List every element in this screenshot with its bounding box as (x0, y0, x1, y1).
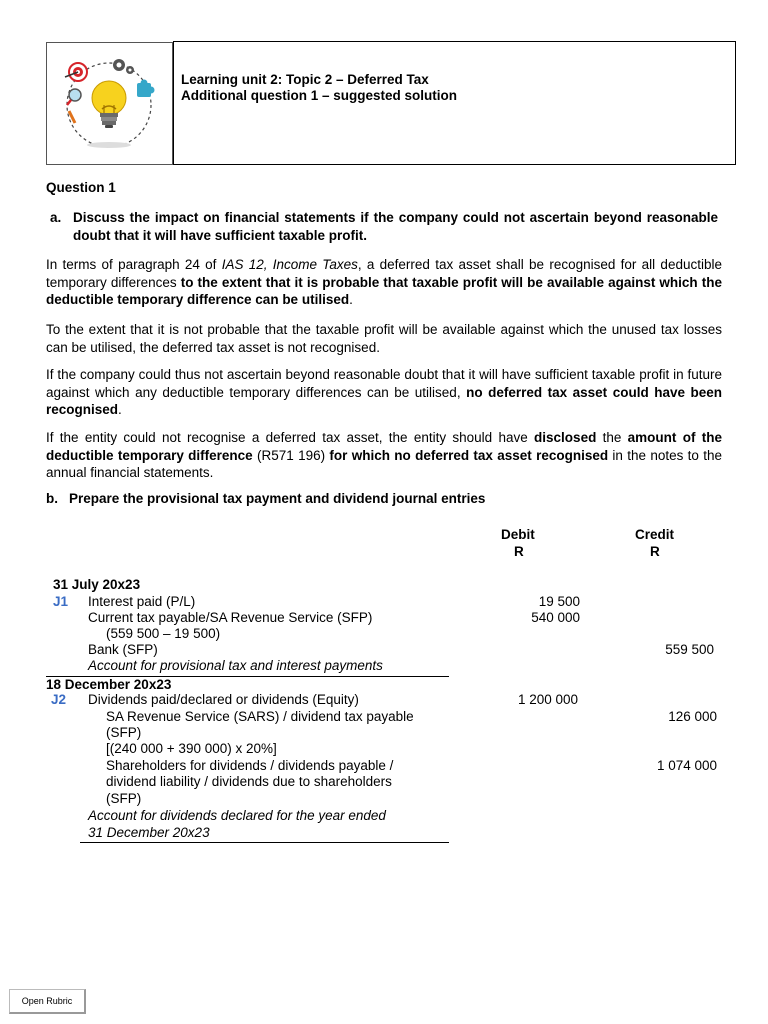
j1-interest-debit: 19 500 (538, 594, 580, 609)
j2-dividends-debit: 1 200 000 (517, 692, 578, 707)
topic-logo (46, 42, 173, 165)
j2-narration: Account for dividends declared for the year ended (88, 808, 386, 823)
part-a-question: Discuss the impact on financial statements if the company could not ascertain beyond reasonable doubt that it will have sufficient taxable profit. (73, 210, 718, 243)
standard-name: IAS 12, Income Taxes (221, 257, 358, 272)
j2-sars-credit: 126 000 (668, 709, 717, 724)
j2-shareholders-account-cont: dividend liability / dividends due to shareholders (106, 774, 392, 789)
j2-shareholders-account: Shareholders for dividends / dividends payable / (106, 758, 394, 773)
open-rubric-button[interactable]: Open Rubric (9, 989, 86, 1014)
debit-currency: R (514, 544, 524, 559)
credit-header: Credit (635, 527, 675, 542)
j2-shareholders-credit: 1 074 000 (656, 758, 717, 773)
gears-icon (113, 59, 134, 74)
j1-tax-debit: 540 000 (531, 610, 580, 625)
j1-bank-credit: 559 500 (665, 642, 714, 657)
j1-bank-account: Bank (SFP) (88, 642, 158, 657)
journal-date-2: 18 December 20x23 (46, 677, 172, 692)
journal-date-1: 31 July 20x23 (53, 577, 141, 592)
lightbulb-idea-icon (47, 43, 172, 164)
j2-sars-account-cont: (SFP) (106, 725, 142, 740)
journal-ref-j2: J2 (51, 692, 67, 707)
part-b-label: b. (46, 491, 58, 506)
j1-narration: Account for provisional tax and interest payments (88, 658, 383, 673)
j2-dividends-account: Dividends paid/declared or dividends (Equity) (88, 692, 359, 707)
title-box (173, 41, 736, 165)
paragraph-disclosure: If the entity could not recognise a deferred tax asset, the entity should have disclosed the amount of the deductible temporary difference (R571 196) for which no deferred tax asset recognised in the notes to the annual financial statements. (46, 430, 723, 480)
j1-tax-calculation: (559 500 – 19 500) (106, 626, 221, 641)
part-a-label: a. (50, 210, 62, 225)
j1-tax-account: Current tax payable/SA Revenue Service (SFP) (88, 610, 373, 625)
j2-narration-date: 31 December 20x23 (88, 825, 210, 840)
debit-header: Debit (501, 527, 535, 542)
journal-ref-j1: J1 (53, 594, 69, 609)
credit-currency: R (650, 544, 660, 559)
paragraph-no-asset: If the company could thus not ascertain beyond reasonable doubt that it will have sufficient taxable profit in future against which any deductible temporary differences can be utilised, no deferred tax asset could have been recognised. (46, 367, 722, 417)
j2-sars-calculation: [(240 000 + 390 000) x 20%] (106, 741, 277, 756)
question-heading: Question 1 (46, 180, 116, 195)
paragraph-ias12: In terms of paragraph 24 of IAS 12, Income Taxes, a deferred tax asset shall be recognised for all deductible temporary differences to the extent that it is probable that taxable profit will be available against which the deductible temporary difference can be utilised. (46, 257, 722, 307)
bulb-icon (92, 81, 126, 128)
puzzle-icon (137, 80, 155, 98)
j2-sars-account: SA Revenue Service (SARS) / dividend tax payable (106, 709, 414, 724)
j2-shareholders-account-end: (SFP) (106, 791, 142, 806)
paragraph-not-probable: To the extent that it is not probable that the taxable profit will be available against which the unused tax losses can be utilised, the deferred tax asset is not recognised. (46, 322, 722, 355)
part-b-question: Prepare the provisional tax payment and dividend journal entries (69, 491, 486, 506)
unit-subtitle: Additional question 1 – suggested solution (181, 88, 458, 103)
j2-divider (80, 842, 449, 843)
j1-interest-account: Interest paid (P/L) (88, 594, 196, 609)
unit-title: Learning unit 2: Topic 2 – Deferred Tax (181, 72, 429, 87)
target-icon (65, 63, 87, 81)
